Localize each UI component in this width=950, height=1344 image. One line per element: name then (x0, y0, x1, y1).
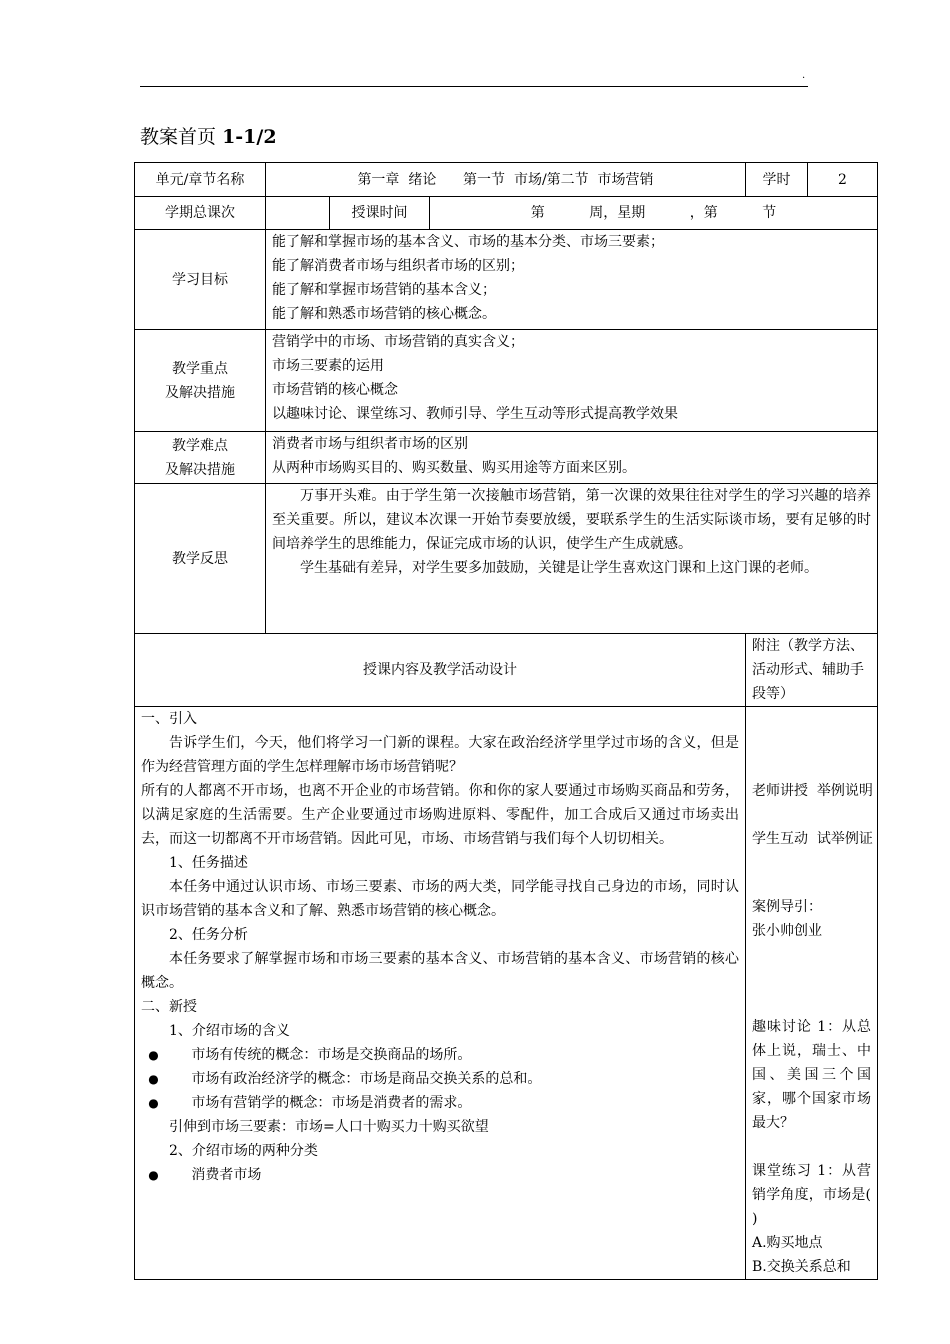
content-header-left: 授课内容及教学活动设计 (135, 634, 746, 707)
hours-label: 学时 (746, 163, 808, 197)
difficulty-item: 从两种市场购买目的、购买数量、购买用途等方面来区别。 (272, 460, 636, 476)
goal-item: 能了解消费者市场与组织者市场的区别； (272, 258, 524, 274)
paragraph: 告诉学生们，今天，他们将学习一门新的课程。大家在政治经济学里学过市场的含义，但是作为经营管理方面的学生怎样理解市场市场营销呢？ (141, 735, 739, 775)
term-label: 学期总课次 (135, 197, 266, 230)
chapter-label: 单元/章节名称 (135, 163, 266, 197)
difficulty-item: 消费者市场与组织者市场的区别 (272, 436, 468, 452)
reflection-paragraph: 学生基础有差异，对学生要多加鼓励，关键是让学生喜欢这门课和上这门课的老师。 (300, 560, 818, 576)
bullet-item: ● 市场有营销学的概念：市场是消费者的需求。 (141, 1091, 739, 1115)
paragraph: 所有的人都离不开市场，也离不开企业的市场营销。你和你的家人要通过市场购买商品和劳务，以满足家庭的生活需要。生产企业要通过市场购进原料、零配件，加工合成后又通过市场卖出去，而这一切都离不开市场营销。因此可见，市场、市场营销与我们每个人切切相关。 (141, 783, 739, 847)
key-point-item: 以趣味讨论、课堂练习、教师引导、学生互动等形式提高教学效果 (272, 406, 678, 422)
note: 学生互动 试举例证 (752, 831, 873, 847)
chapter-value: 第一章 绪论 第一节 市场/第二节 市场营销 (266, 163, 746, 197)
goals-content (266, 230, 878, 330)
time-value: 第 周，星期 ，第 节 (430, 197, 878, 230)
key-point-item: 营销学中的市场、市场营销的真实含义； (272, 334, 524, 350)
difficulties-content (266, 432, 878, 484)
sub-heading: 2、任务分析 (169, 927, 248, 943)
row-goals (135, 230, 878, 330)
note: 案例导引： (752, 899, 822, 915)
bullet-item: ● 市场有政治经济学的概念：市场是商品交换关系的总和。 (141, 1067, 739, 1091)
goal-item: 能了解和熟悉市场营销的核心概念。 (272, 306, 496, 322)
sub-heading: 1、介绍市场的含义 (169, 1023, 290, 1039)
header-dot: . (802, 70, 806, 81)
key-points-content (266, 330, 878, 432)
content-header-right: 附注（教学方法、活动形式、辅助手段等） (746, 634, 878, 707)
section-heading: 二、新授 (141, 999, 197, 1015)
difficulties-label: 教学难点 及解决措施 (135, 432, 266, 484)
sub-heading: 1、任务描述 (169, 855, 248, 871)
note: 张小帅创业 (752, 923, 822, 939)
note: 课堂练习 1：从营销学角度，市场是( ) (752, 1163, 889, 1227)
goals-label: 学习目标 (135, 230, 266, 330)
note: 趣味讨论 1：从总体上说，瑞士、中国、美国三个国家，哪个国家市场最大？ (752, 1019, 871, 1131)
reflection-paragraph: 万事开头难。由于学生第一次接触市场营销，第一次课的效果往往对学生的学习兴趣的培养至关重要。所以，建议本次课一开始节奏要放缓，要联系学生的生活实际谈市场，要有足够的时间培养学生的思维能力，保证完成市场的认识，使学生产生成就感。 (272, 488, 871, 552)
paragraph: 本任务中通过认识市场、市场三要素、市场的两大类，同学能寻找自己身边的市场，同时认识市场营销的基本含义和了解、熟悉市场营销的核心概念。 (141, 879, 739, 919)
row-difficulties (135, 432, 878, 484)
note: B.交换关系总和 (752, 1259, 851, 1275)
section-heading: 一、引入 (141, 711, 197, 727)
key-point-item: 市场营销的核心概念 (272, 382, 398, 398)
reflection-content (266, 484, 878, 634)
note: A.购买地点 (752, 1235, 823, 1251)
row-schedule (135, 197, 878, 230)
key-point-item: 市场三要素的运用 (272, 358, 384, 374)
bullet-item: ● 消费者市场 (141, 1163, 739, 1187)
header-rule (140, 86, 808, 87)
bullet-item: ● 市场有传统的概念：市场是交换商品的场所。 (141, 1043, 739, 1067)
goal-item: 能了解和掌握市场营销的基本含义； (272, 282, 496, 298)
lesson-plan-table (134, 162, 889, 1280)
time-label: 授课时间 (330, 197, 430, 230)
content-body (135, 707, 746, 1280)
row-chapter (135, 163, 878, 197)
hours-value: 2 (808, 163, 878, 197)
goal-item: 能了解和掌握市场的基本含义、市场的基本分类、市场三要素； (272, 234, 664, 250)
paragraph: 引伸到市场三要素：市场=人口十购买力十购买欲望 (169, 1119, 489, 1135)
note: 老师讲授 举例说明 (752, 783, 873, 799)
sub-heading: 2、介绍市场的两种分类 (169, 1143, 318, 1159)
page-title: 教案首页 1-1/2 (140, 126, 277, 148)
row-content (135, 707, 878, 1280)
notes-column (746, 707, 889, 1280)
row-key-points (135, 330, 878, 432)
reflection-label: 教学反思 (135, 484, 266, 634)
row-reflection (135, 484, 878, 634)
row-content-header (135, 634, 878, 707)
paragraph: 本任务要求了解掌握市场和市场三要素的基本含义、市场营销的基本含义、市场营销的核心概念。 (141, 951, 739, 991)
key-points-label: 教学重点 及解决措施 (135, 330, 266, 432)
term-value (266, 197, 330, 230)
